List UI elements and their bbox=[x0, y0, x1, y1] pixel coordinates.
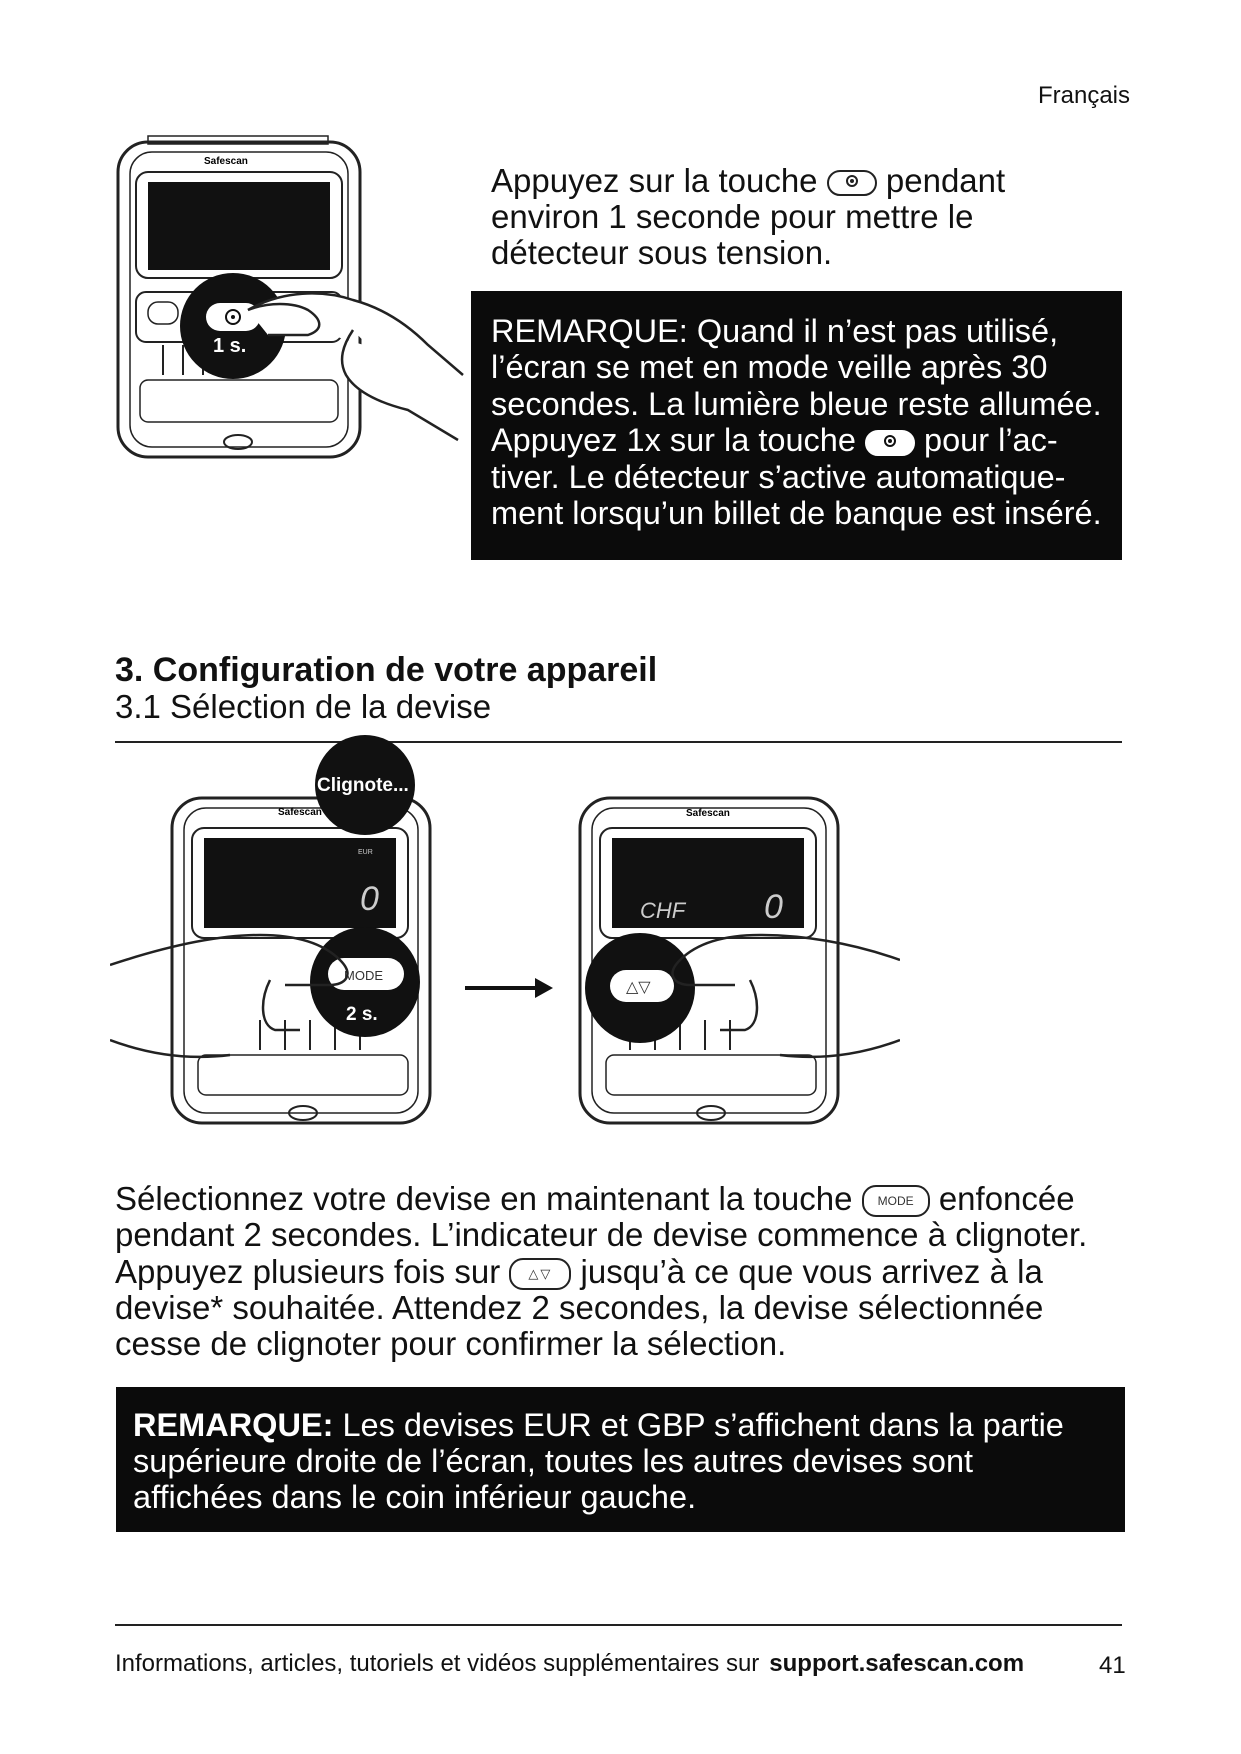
footer-divider bbox=[115, 1624, 1122, 1626]
power-instruction: Appuyez sur la touche pendant environ 1 seconde pour mettre le détecteur sous tension. bbox=[491, 162, 1006, 271]
power-key-icon bbox=[827, 170, 877, 196]
svg-text:0: 0 bbox=[764, 888, 783, 926]
language-label: Français bbox=[1037, 82, 1130, 109]
svg-text:Safescan: Safescan bbox=[278, 807, 322, 818]
support-link[interactable]: support.safescan.com bbox=[769, 1650, 1025, 1677]
arrow-icon bbox=[465, 978, 553, 998]
brand-label: Safescan bbox=[204, 156, 248, 167]
svg-text:0: 0 bbox=[360, 880, 379, 918]
arrow-key-icon: △▽ bbox=[509, 1258, 571, 1290]
page-number: 41 bbox=[1099, 1652, 1126, 1679]
mode-key-icon: MODE bbox=[862, 1185, 930, 1217]
svg-text:MODE: MODE bbox=[344, 968, 383, 983]
footer bbox=[115, 1650, 1024, 1678]
currency-selection-illustration bbox=[110, 730, 900, 1150]
currency-instruction: Sélectionnez votre devise en maintenant la touche MODE enfoncée pendant 2 secondes. L’indicateur de devise commence à clignoter. Appuyez plusieurs fois sur △▽ jusqu’à ce que vous arrivez à la devise* souhaitée. Attendez 2 secondes, la devise sélectionnée cesse de clignoter pour confirmer la sélection. bbox=[115, 1180, 1088, 1363]
svg-text:CHF: CHF bbox=[640, 898, 686, 923]
blink-label: Clignote... bbox=[317, 775, 409, 796]
footer-text: Informations, articles, tutoriels et vidéos supplémentaires sur bbox=[115, 1650, 760, 1677]
subsection-title: 3.1 Sélection de la devise bbox=[115, 688, 492, 725]
device-power-illustration bbox=[108, 130, 468, 465]
svg-text:△▽: △▽ bbox=[626, 979, 651, 996]
svg-text:Safescan: Safescan bbox=[686, 808, 730, 819]
section-title: 3. Configuration de votre appareil bbox=[115, 651, 658, 689]
currency-note: REMARQUE: Les devises EUR et GBP s’affichent dans la partie supérieure droite de l’écran, toutes les autres devises sont affichées dans le coin inférieur gauche. bbox=[116, 1387, 1125, 1532]
svg-text:EUR: EUR bbox=[358, 849, 373, 856]
duration-callout: 2 s. bbox=[346, 1004, 378, 1025]
duration-callout: 1 s. bbox=[213, 335, 247, 357]
standby-note: REMARQUE: Quand il n’est pas utilisé, l’écran se met en mode veille après 30 secondes. La lumière bleue reste allumée. Appuyez 1x sur la touche pour l’ac- tiver. Le détecteur s’active automatique- ment lorsqu’un billet de banque est inséré. bbox=[471, 291, 1122, 560]
power-key-icon bbox=[865, 430, 915, 456]
